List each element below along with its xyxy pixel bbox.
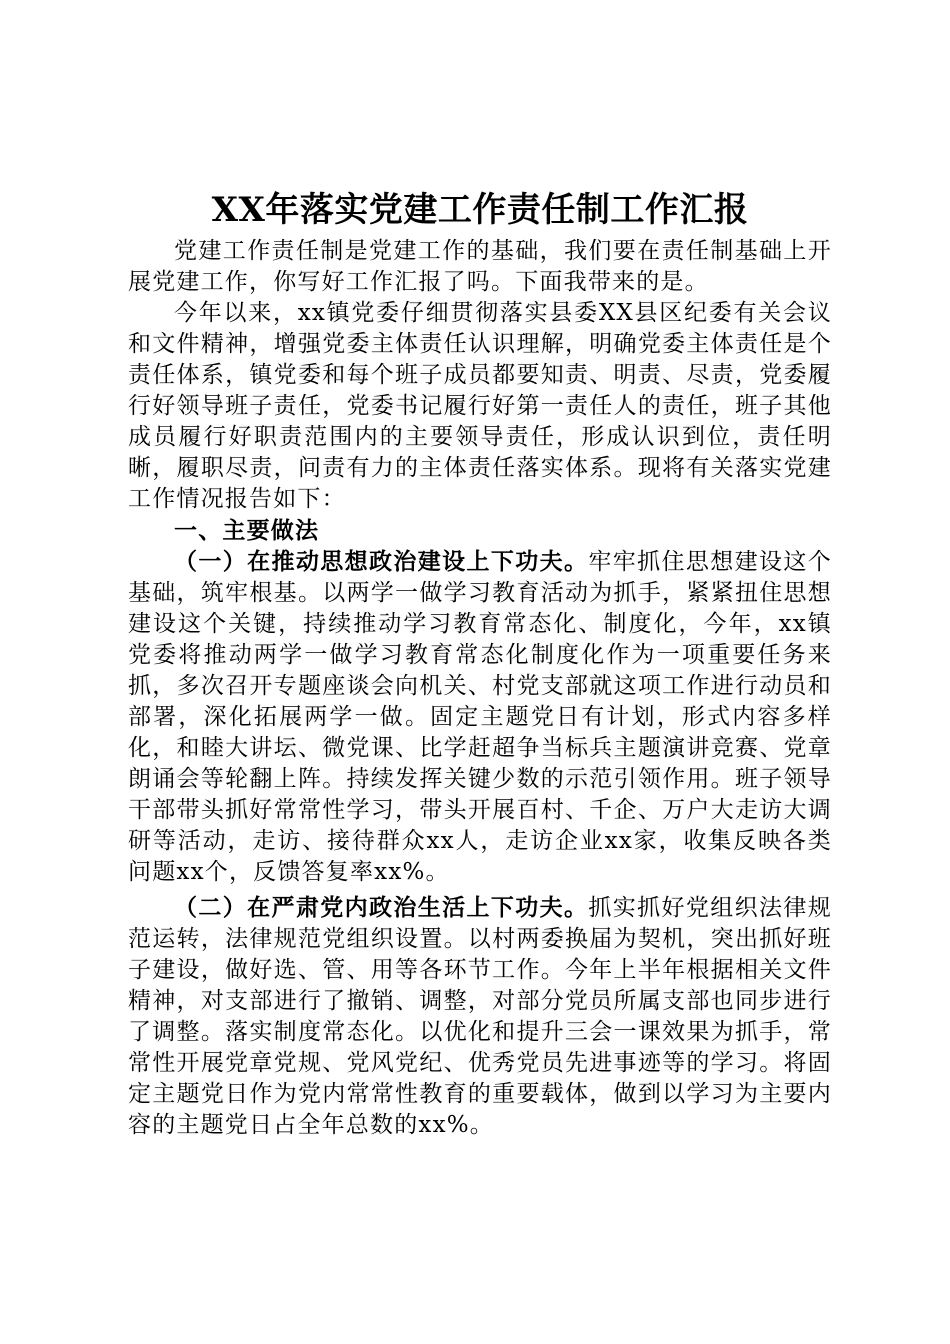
subsection-body: 牢牢抓住思想建设这个基础，筑牢根基。以两学一做学习教育活动为抓手，紧紧扭住思想建设这个关键，持续推动学习教育常态化、制度化，今年，xx镇党委将推动两学一做学习教育常态化制度化作为一项重要任务来抓，多次召开专题座谈会向机关、村党支部就这项工作进行动员和部署，深化拓展两学一做。固定主题党日有计划，形式内容多样化，和睦大讲坛、微党课、比学赶超争当标兵主题演讲竞赛、党章朗诵会等轮翻上阵。持续发挥关键少数的示范引领作用。班子领导干部带头抓好常常性学习，带头开展百村、千企、万户大走访大调研等活动，走访、接待群众xx人，走访企业xx家，收集反映各类问题xx个，反馈答复率xx%。 <box>128 549 832 885</box>
subsection-heading: （二）在严肃党内政治生活上下功夫。 <box>174 894 589 921</box>
overview-paragraph: 今年以来，xx镇党委仔细贯彻落实县委XX县区纪委有关会议和文件精神，增强党委主体责任认识理解，明确党委主体责任是个责任体系，镇党委和每个班子成员都要知责、明责、尽责，党委履行好领导班子责任，党委书记履行好第一责任人的责任，班子其他成员履行好职责范围内的主要领导责任，形成认识到位，责任明晰，履职尽责，问责有力的主体责任落实体系。现将有关落实党建工作情况报告如下： <box>128 300 832 512</box>
document-title: XX年落实党建工作责任制工作汇报 <box>211 190 749 230</box>
intro-paragraph: 党建工作责任制是党建工作的基础，我们要在责任制基础上开展党建工作，你写好工作汇报了吗。下面我带来的是。 <box>128 238 832 295</box>
subsection-heading: （一）在推动思想政治建设上下功夫。 <box>174 548 589 575</box>
subsection-ideological-building <box>128 546 832 888</box>
document-body <box>128 188 832 1141</box>
subsection-body: 抓实抓好党组织法律规范运转，法律规范党组织设置。以村两委换届为契机，突出抓好班子建设，做好选、管、用等各环节工作。今年上半年根据相关文件精神，对支部进行了撤销、调整，对部分党员所属支部也同步进行了调整。落实制度常态化。以优化和提升三会一课效果为抓手，常常性开展党章党规、党风党纪、优秀党员先进事迹等的学习。将固定主题党日作为党内常常性教育的重要载体，做到以学习为主要内容的主题党日占全年总数的xx%。 <box>128 895 832 1138</box>
section-heading-main-practices: 一、主要做法 <box>174 517 320 544</box>
subsection-political-life <box>128 892 832 1141</box>
